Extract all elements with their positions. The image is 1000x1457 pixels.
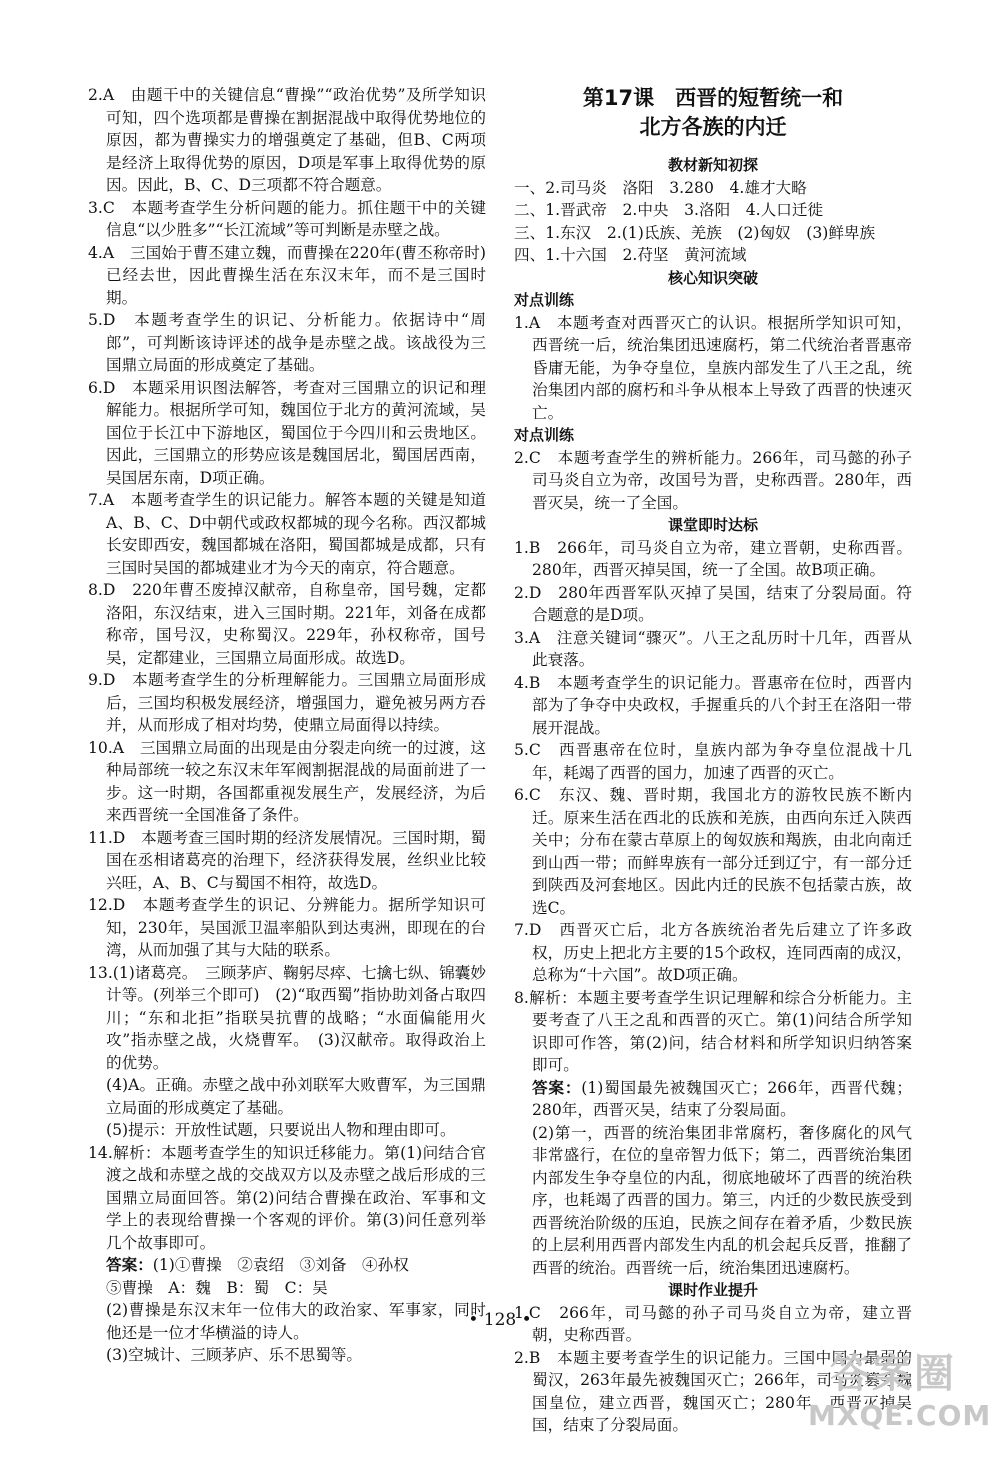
fill-line: 二、1.晋武帝 2.中央 3.洛阳 4.人口迁徙: [514, 201, 824, 219]
answer-item: 11.D 本题考查三国时期的经济发展情况。三国时期，蜀国在丞相诸葛亮的治理下，经济获得发展，丝织业比较兴旺，A、B、C与蜀国不相符，故选D。: [88, 828, 486, 892]
answer-item: 2.B 本题主要考查学生的识记能力。三国中国力最弱的蜀汉，263年最先被魏国灭亡；266年，司马炎篡夺魏国皇位，建立西晋，魏国灭亡；280年，西晋灭掉吴国，结束了分裂局面。: [514, 1348, 912, 1434]
lesson-title-line1: 第17课 西晋的短暂统一和: [582, 86, 844, 110]
answer-item: 2.C 本题考查学生的辨析能力。266年，司马懿的孙子司马炎自立为帝，改国号为晋，史称西晋。280年，西晋灭吴，统一了全国。: [514, 448, 912, 512]
answer-item: 3.A 注意关键词“骤灭”。八王之乱历时十几年，西晋从此衰落。: [514, 628, 912, 669]
answer-item: 6.C 东汉、魏、晋时期，我国北方的游牧民族不断内迁。原来生活在西北的氐族和羌族，由西向东迁入陕西关中；分布在蒙古草原上的匈奴族和羯族，由北向南迁到山西一带；而鲜卑族有一部分迁到辽宁，有一部分迁到陕西及河套地区。因此内迁的民族不包括蒙古族，故选C。: [514, 786, 912, 917]
answer-item: 7.A 本题考查学生的识记能力。解答本题的关键是知道A、B、C、D中朝代或政权都城的现今名称。西汉都城长安即西安，魏国都城在洛阳，蜀国都城是成都，只有三国时吴国的都城建业才为今天的南京，符合题意。: [88, 491, 486, 577]
answer-item: 12.D 本题考查学生的识记、分辨能力。据所学知识可知，230年，吴国派卫温率船队到达夷洲，即现在的台湾，从而加强了其与大陆的联系。: [88, 896, 486, 959]
lesson-title: [514, 84, 912, 142]
answer-subitem: (5)提示：开放性试题，只要说出人物和理由即可。: [106, 1121, 456, 1139]
fill-line: 四、1.十六国 2.苻坚 黄河流域: [514, 246, 747, 264]
answer-text: (1)蜀国最先被魏国灭亡；266年，西晋代魏；280年，西晋灭吴，结束了分裂局面。: [532, 1078, 912, 1119]
left-column: [88, 84, 486, 1367]
answer-item-14: 14.解析：本题考查学生的知识迁移能力。第(1)问结合官渡之战和赤壁之战的交战双方以及赤壁之战后形成的三国鼎立局面回答。第(2)问结合曹操在政治、军事和文学上的表现给曹操一个客观的评价。第(3)问任意列举几个故事即可。: [88, 1143, 486, 1252]
answer-line: (2)曹操是东汉末年一位伟大的政治家、军事家，同时他还是一位才华横溢的诗人。: [106, 1301, 486, 1342]
lesson-title-line2: 北方各族的内迁: [639, 115, 787, 139]
answer-item: 2.D 280年西晋军队灭掉了吴国，结束了分裂局面。符合题意的是D项。: [514, 583, 912, 624]
sub-heading: 对点训练: [514, 291, 575, 309]
section-heading: 教材新知初探: [667, 156, 758, 174]
page-number: • 128 •: [468, 1310, 532, 1330]
fill-line: 三、1.东汉 2.(1)氐族、羌族 (2)匈奴 (3)鲜卑族: [514, 223, 876, 242]
answer-item: 6.D 本题采用识图法解答，考查对三国鼎立的识记和理解能力。根据所学可知，魏国位于北方的黄河流域，吴国位于长江中下游地区，蜀国位于今四川和云贵地区。因此，三国鼎立的形势应该是魏国居北，蜀国居西南，吴国居东南，D项正确。: [88, 378, 486, 487]
answer-item: 4.B 本题考查学生的识记能力。晋惠帝在位时，西晋内部为了争夺中央政权，手握重兵的八个封王在洛阳一带展开混战。: [514, 673, 912, 737]
answer-line: [514, 1077, 912, 1122]
watermark-logo: [808, 1349, 992, 1445]
answer-item: 5.D 本题考查学生的识记、分析能力。依据诗中“周郎”，可判断该诗评述的战争是赤壁之战。该战役为三国鼎立局面的形成奠定了基础。: [88, 311, 486, 374]
answer-label: 答案：: [532, 1078, 582, 1097]
answer-item: 8.D 220年曹丕废掉汉献帝，自称皇帝，国号魏，定都洛阳，东汉结束，进入三国时期。221年，刘备在成都称帝，国号汉，史称蜀汉。229年，孙权称帝，国号吴，定都建业，三国鼎立局面形成。故选D。: [88, 581, 486, 667]
answer-line: (3)空城计、三顾茅庐、乐不思蜀等。: [106, 1346, 362, 1364]
answer-item: 1.C 266年，司马懿的孙子司马炎自立为帝，建立晋朝，史称西晋。: [514, 1303, 912, 1344]
answer-subitem: (4)A。正确。赤壁之战中孙刘联军大败曹军，为三国鼎立局面的形成奠定了基础。: [106, 1076, 486, 1117]
answer-line: (2)第一，西晋的统治集团非常腐朽，奢侈腐化的风气非常盛行，在位的皇帝智力低下；第二，西晋统治集团内部发生争夺皇位的内乱，彻底地破坏了西晋的统治秩序，也耗竭了西晋的国力。第三，内迁的少数民族受到西晋统治阶级的压迫，民族之间存在着矛盾，少数民族的上层利用西晋内部发生内乱的机会起兵反晋，推翻了西晋的统治。西晋统一后，统治集团迅速腐朽。: [532, 1123, 912, 1277]
answer-item: 7.D 西晋灭亡后，北方各族统治者先后建立了许多政权，历史上把北方主要的15个政权，连同西南的成汉，总称为“十六国”。故D项正确。: [514, 921, 912, 984]
watermark-top: 答案圈: [830, 1351, 956, 1397]
answer-line: [88, 1254, 486, 1277]
answer-item: 10.A 三国鼎立局面的出现是由分裂走向统一的过渡，这种局部统一较之东汉末年军阀割据混战的局面前进了一步。这一时期，各国都重视发展生产，发展经济，为后来西晋统一全国准备了条件。: [88, 738, 486, 824]
answer-label: 答案：: [106, 1256, 153, 1274]
section-heading: 课堂即时达标: [667, 516, 758, 534]
answer-item: 2.A 由题干中的关键信息“曹操”“政治优势”及所学知识可知，四个选项都是曹操在割据混战中取得优势地位的原因，都为曹操实力的增强奠定了基础，但B、C两项是经济上取得优势的原因，D项是军事上取得优势的原因。因此，B、C、D三项都不符合题意。: [88, 86, 486, 194]
answer-item: 4.A 三国始于曹丕建立魏，而曹操在220年(曹丕称帝时)已经去世，因此曹操生活在东汉末年，而不是三国时期。: [88, 243, 486, 307]
answer-item-8: 8.解析：本题主要考查学生识记理解和综合分析能力。主要考查了八王之乱和西晋的灭亡。第(1)问结合所学知识即可作答，第(2)问，结合材料和所学知识归纳答案即可。: [514, 988, 912, 1074]
section-heading: 课时作业提升: [667, 1281, 758, 1299]
answer-item: 1.B 266年，司马炎自立为帝，建立晋朝，史称西晋。280年，西晋灭掉吴国，统一了全国。故B项正确。: [514, 538, 912, 579]
answer-line: ⑤曹操 A：魏 B：蜀 C：吴: [106, 1278, 328, 1297]
fill-line: 一、2.司马炎 洛阳 3.280 4.雄才大略: [514, 178, 807, 197]
answer-item: 1.A 本题考查对西晋灭亡的认识。根据所学知识可知，西晋统一后，统治集团迅速腐朽，第二代统治者晋惠帝昏庸无能，为争夺皇位，皇族内部发生了八王之乱，统治集团内部的腐朽和斗争从根本上导致了西晋的快速灭亡。: [514, 313, 912, 422]
answer-item: 13.(1)诸葛亮。 三顾茅庐、鞠躬尽瘁、七擒七纵、锦囊妙计等。(列举三个即可) (2)“取西蜀”指协助刘备占取四川；“东和北拒”指联吴抗曹的战略；“水面偏能用火攻”指赤壁之战，火烧曹军。 (3)汉献帝。取得政治上的优势。: [88, 963, 486, 1072]
answer-item: 3.C 本题考查学生分析问题的能力。抓住题干中的关键信息“以少胜多”“长江流域”等可判断是赤壁之战。: [88, 198, 486, 239]
answer-item: 9.D 本题考查学生的分析理解能力。三国鼎立局面形成后，三国均积极发展经济，增强国力，避免被另两方吞并，从而形成了相对均势，使鼎立局面得以持续。: [88, 671, 486, 734]
watermark-bottom: MXQE.COM: [808, 1399, 992, 1432]
section-heading: 核心知识突破: [667, 268, 758, 287]
answer-text: (1)①曹操 ②袁绍 ③刘备 ④孙权: [152, 1256, 409, 1274]
sub-heading: 对点训练: [514, 426, 575, 444]
right-column: [514, 84, 912, 1437]
answer-item: 5.C 西晋惠帝在位时，皇族内部为争夺皇位混战十几年，耗竭了西晋的国力，加速了西晋的灭亡。: [514, 741, 912, 782]
